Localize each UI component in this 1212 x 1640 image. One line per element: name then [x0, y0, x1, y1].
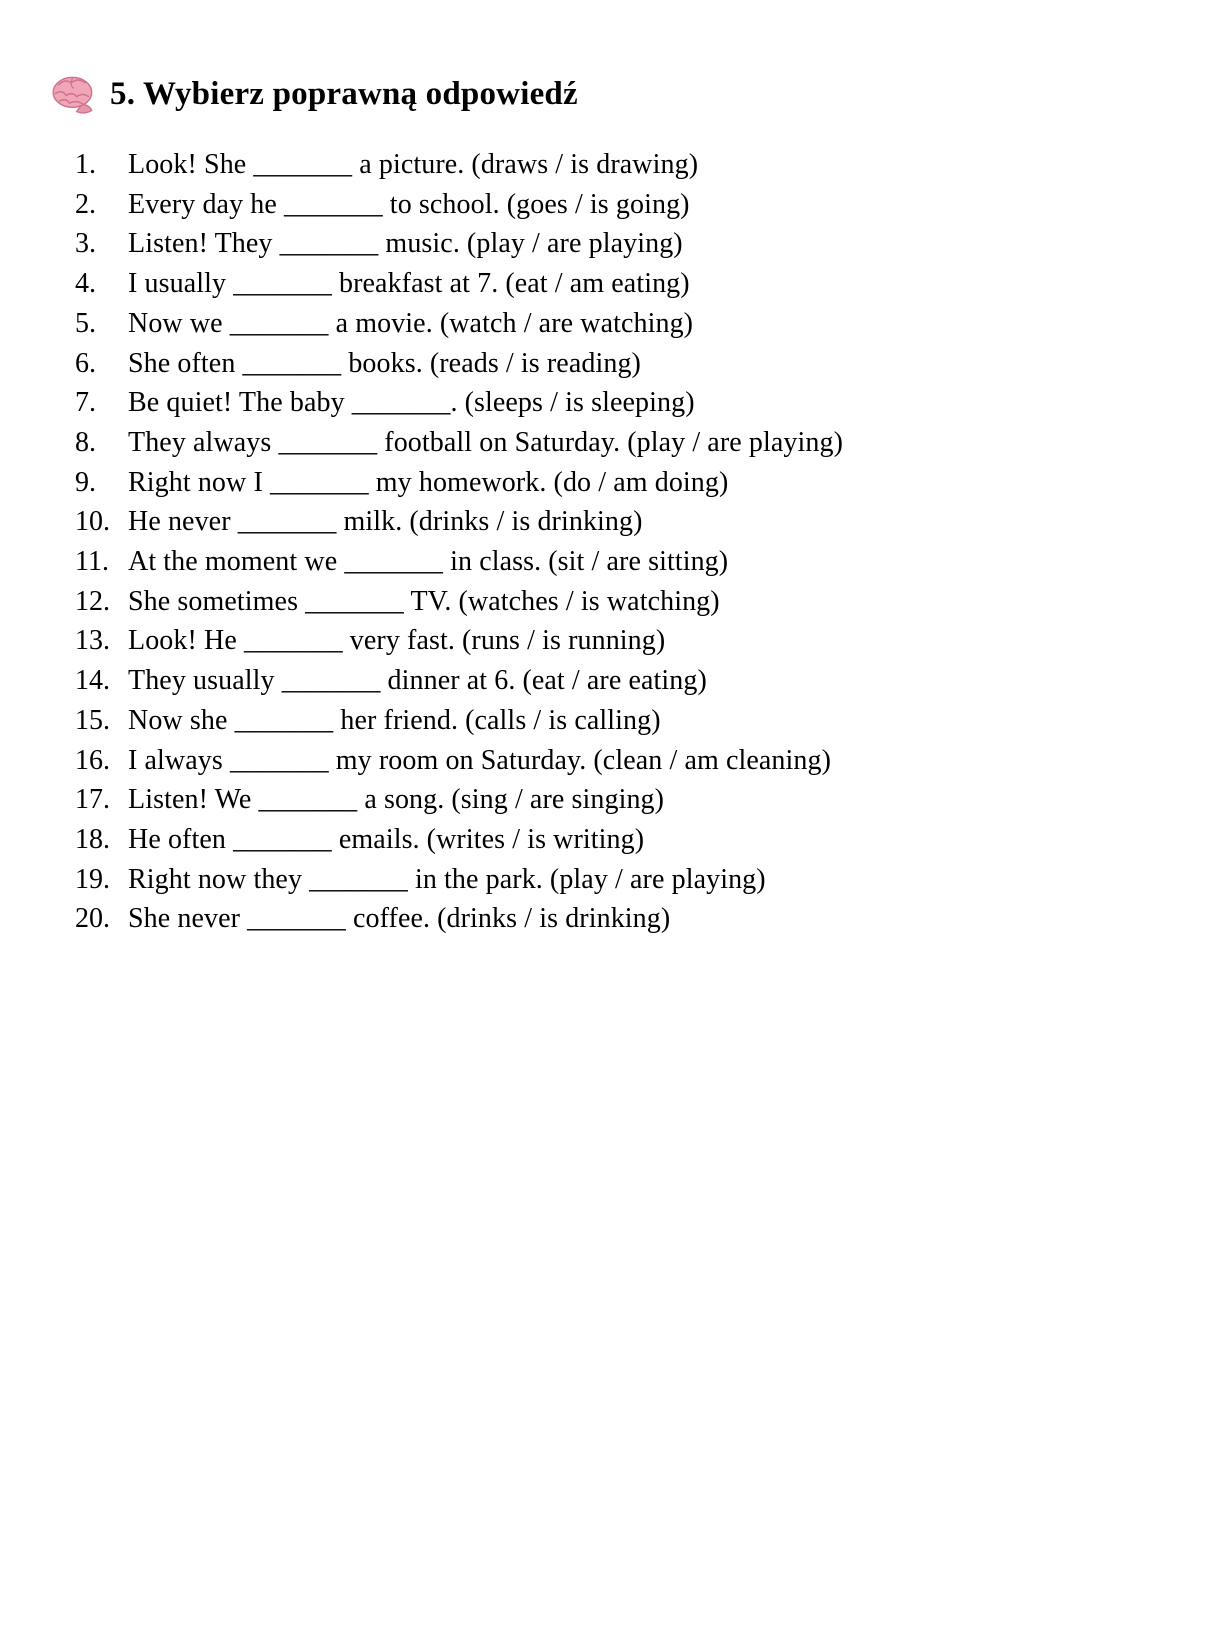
item-sentence: Now we _______ a movie.: [128, 307, 433, 339]
item-choices: (do / am doing): [553, 466, 729, 498]
item-choices: (clean / am cleaning): [593, 744, 832, 776]
item-choices: (drinks / is drinking): [437, 903, 671, 935]
item-number: 4.: [75, 268, 96, 300]
item-number: 6.: [75, 347, 96, 379]
item-sentence: Now she _______ her friend.: [128, 704, 459, 736]
item-choices: (play / are playing): [466, 228, 683, 260]
item-sentence: He often _______ emails.: [128, 823, 420, 855]
item-sentence: She sometimes _______ TV.: [128, 585, 452, 617]
item-number: 5.: [75, 307, 96, 339]
item-number: 9.: [75, 466, 96, 498]
item-choices: (sit / are sitting): [548, 546, 729, 578]
exercise-item: [75, 224, 1212, 264]
item-sentence: They always _______ football on Saturday.: [128, 426, 621, 458]
item-choices: (draws / is drawing): [471, 149, 699, 180]
item-choices: (watches / is watching): [458, 585, 720, 617]
item-choices: (sing / are singing): [451, 784, 665, 816]
item-sentence: I always _______ my room on Saturday.: [128, 744, 587, 776]
item-sentence: At the moment we _______ in class.: [128, 546, 542, 578]
exercise-item: [75, 304, 1212, 344]
item-number: 1.: [75, 149, 96, 180]
item-choices: (writes / is writing): [426, 823, 645, 855]
item-sentence: Look! She _______ a picture.: [128, 149, 465, 180]
item-number: 10.: [75, 506, 110, 538]
item-sentence: Right now I _______ my homework.: [128, 466, 547, 498]
exercise-item: [75, 383, 1212, 423]
brain-icon: [50, 74, 97, 115]
exercise-item: [75, 860, 1212, 900]
item-number: 2.: [75, 188, 96, 220]
exercise-item: [75, 502, 1212, 542]
item-number: 19.: [75, 863, 110, 895]
exercise-item: [75, 542, 1212, 582]
exercise-item: [75, 701, 1212, 741]
item-number: 14.: [75, 665, 110, 697]
exercise-title: 5. Wybierz poprawną odpowiedź: [110, 76, 578, 112]
item-number: 20.: [75, 903, 110, 935]
item-choices: (play / are playing): [627, 426, 843, 458]
item-number: 17.: [75, 784, 110, 816]
item-choices: (play / are playing): [549, 863, 766, 895]
item-number: 18.: [75, 823, 110, 855]
item-choices: (watch / are watching): [439, 307, 694, 339]
exercise-item: [75, 145, 1212, 185]
item-number: 15.: [75, 704, 110, 736]
item-sentence: Look! He _______ very fast.: [128, 625, 455, 657]
item-sentence: She often _______ books.: [128, 347, 423, 379]
item-sentence: Every day he _______ to school.: [128, 188, 500, 220]
item-sentence: Be quiet! The baby _______.: [128, 387, 458, 419]
item-choices: (sleeps / is sleeping): [464, 387, 695, 419]
exercise-list: [0, 145, 1212, 939]
item-sentence: I usually _______ breakfast at 7.: [128, 268, 499, 300]
exercise-item: [75, 899, 1212, 939]
exercise-item: [75, 780, 1212, 820]
item-sentence: Right now they _______ in the park.: [128, 863, 543, 895]
item-number: 3.: [75, 228, 96, 260]
exercise-item: [75, 185, 1212, 225]
exercise-item: [75, 820, 1212, 860]
exercise-item: [75, 582, 1212, 622]
item-sentence: Listen! They _______ music.: [128, 228, 460, 260]
item-sentence: She never _______ coffee.: [128, 903, 431, 935]
exercise-item: [75, 344, 1212, 384]
item-choices: (goes / is going): [506, 188, 690, 220]
exercise-item: [75, 264, 1212, 304]
item-number: 7.: [75, 387, 96, 419]
item-number: 12.: [75, 585, 110, 617]
item-number: 13.: [75, 625, 110, 657]
exercise-item: [75, 423, 1212, 463]
item-choices: (reads / is reading): [429, 347, 641, 379]
item-choices: (calls / is calling): [465, 704, 661, 736]
exercise-item: [75, 661, 1212, 701]
exercise-item: [75, 621, 1212, 661]
item-sentence: Listen! We _______ a song.: [128, 784, 445, 816]
item-choices: (runs / is running): [461, 625, 666, 657]
item-number: 16.: [75, 744, 110, 776]
item-sentence: He never _______ milk.: [128, 506, 403, 538]
item-number: 8.: [75, 426, 96, 458]
item-choices: (drinks / is drinking): [409, 506, 643, 538]
item-sentence: They usually _______ dinner at 6.: [128, 665, 516, 697]
item-choices: (eat / am eating): [505, 268, 690, 300]
exercise-item: [75, 741, 1212, 781]
item-number: 11.: [75, 546, 109, 578]
item-choices: (eat / are eating): [522, 665, 707, 697]
exercise-header: [0, 0, 1212, 115]
exercise-item: [75, 463, 1212, 503]
